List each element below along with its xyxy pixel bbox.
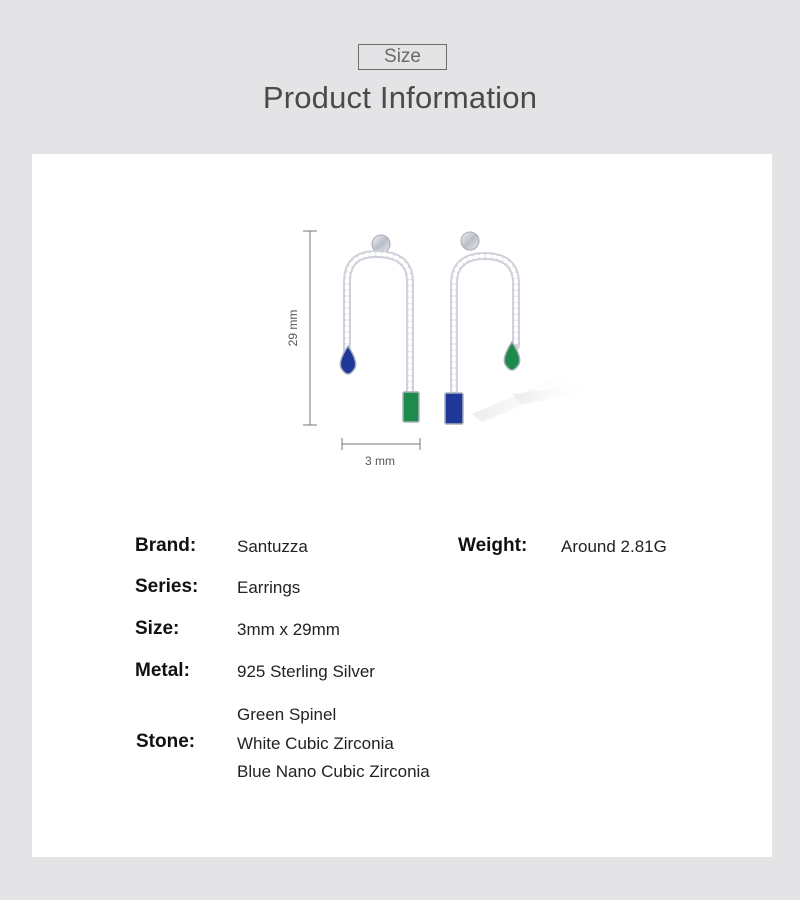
stone-item: Blue Nano Cubic Zirconia [237, 762, 430, 781]
page-title: Product Information [262, 80, 538, 115]
left-earring [340, 235, 419, 422]
series-value: Earrings [237, 578, 301, 597]
metal-value: 925 Sterling Silver [237, 662, 375, 681]
weight-label: Weight: [458, 535, 528, 556]
stone-item: Green Spinel [237, 705, 337, 724]
stone-item: White Cubic Zirconia [237, 733, 394, 753]
series-label: Series: [135, 576, 199, 597]
size-label: Size: [135, 618, 180, 639]
weight-value: Around 2.81G [561, 537, 667, 556]
size-value: 3mm x 29mm [237, 620, 340, 639]
product-info-card [32, 154, 772, 857]
earrings-image [32, 154, 772, 494]
height-dimension [286, 231, 317, 425]
stone-label: Stone: [136, 731, 196, 752]
size-tag: Size [358, 44, 447, 70]
stone-list [237, 705, 430, 791]
right-earring [445, 232, 520, 424]
brand-label: Brand: [135, 535, 197, 556]
metal-label: Metal: [135, 660, 190, 681]
width-dimension [342, 438, 420, 468]
width-dimension-label: 3 mm [365, 454, 395, 468]
height-dimension-label: 29 mm [286, 309, 300, 347]
brand-value: Santuzza [237, 537, 308, 556]
